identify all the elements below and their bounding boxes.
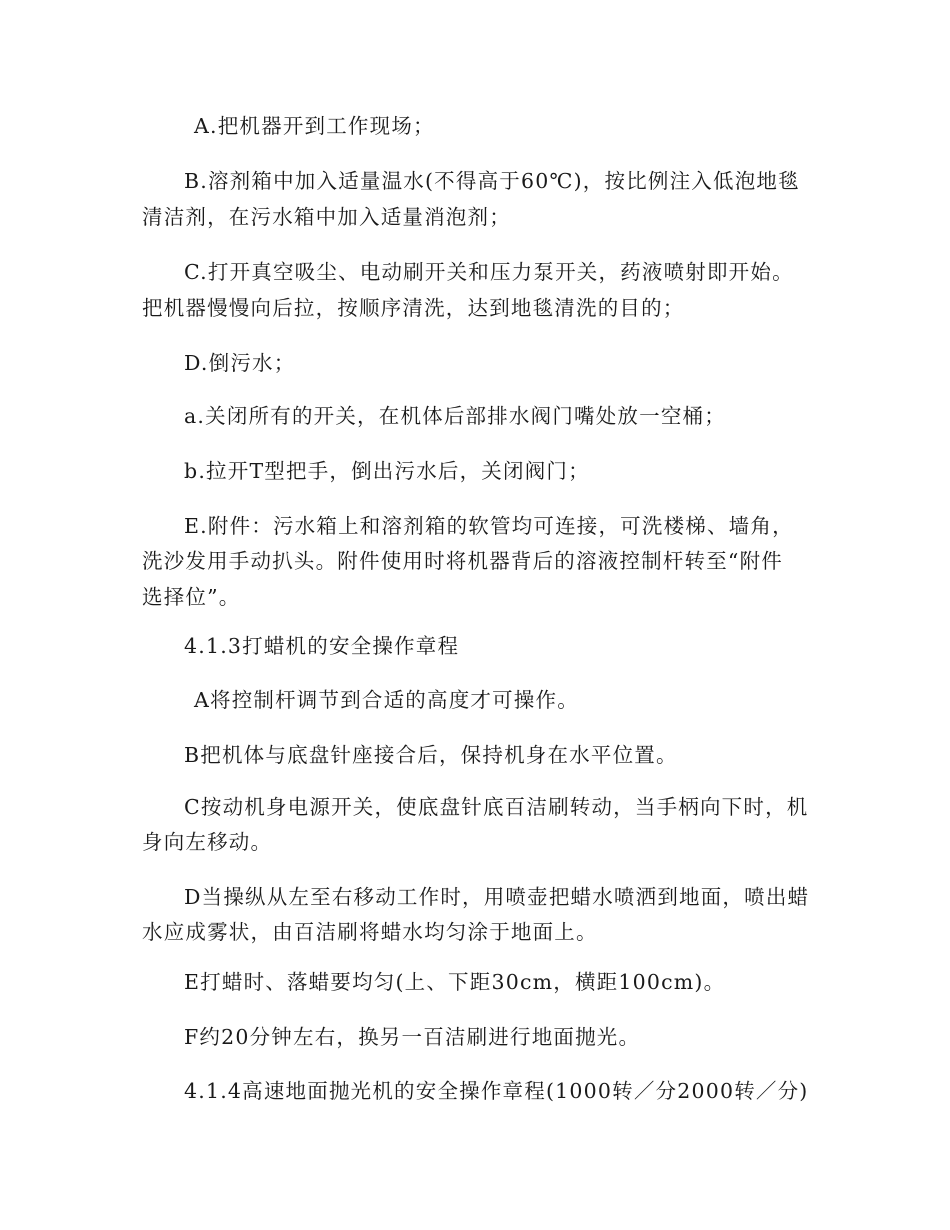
text-line: 洗沙发用手动扒头。附件使用时将机器背后的溶液控制杆转至“附件 — [142, 549, 783, 573]
text-line: B把机体与底盘针座接合后，保持机身在水平位置。 — [184, 743, 678, 767]
text-line: a.关闭所有的开关，在机体后部排水阀门嘴处放一空桶； — [184, 404, 726, 428]
text-line: b.拉开T型把手，倒出污水后，关闭阀门； — [184, 459, 590, 483]
text-line: A.把机器开到工作现场； — [194, 114, 435, 138]
text-line: 身向左移动。 — [142, 830, 273, 854]
section-heading: 4.1.4高速地面抛光机的安全操作章程(1000转／分2000转／分) — [184, 1079, 809, 1103]
section-heading: 4.1.3打蜡机的安全操作章程 — [184, 634, 460, 658]
text-line: 把机器慢慢向后拉，按顺序清洗，达到地毯清洗的目的； — [142, 296, 685, 320]
text-line: C按动机身电源开关，使底盘针底百洁刷转动，当手柄向下时，机 — [184, 795, 809, 819]
text-line: E.附件：污水箱上和溶剂箱的软管均可连接，可洗楼梯、墙角， — [184, 514, 794, 538]
text-line: B.溶剂箱中加入适量温水(不得高于60℃)，按比例注入低泡地毯 — [184, 169, 800, 193]
text-line: C.打开真空吸尘、电动刷开关和压力泵开关，药液喷射即开始。 — [184, 260, 794, 284]
text-line: D当操纵从左至右移动工作时，用喷壶把蜡水喷洒到地面，喷出蜡 — [184, 885, 810, 909]
text-line: 清洁剂，在污水箱中加入适量消泡剂； — [142, 205, 511, 229]
text-line: D.倒污水； — [184, 351, 296, 375]
text-line: E打蜡时、落蜡要均匀(上、下距30cm，横距100cm)。 — [184, 970, 726, 994]
text-line: A将控制杆调节到合适的高度才可操作。 — [194, 688, 579, 712]
text-line: F约20分钟左右，换另一百洁刷进行地面抛光。 — [184, 1025, 641, 1049]
text-line: 水应成雾状，由百洁刷将蜡水均匀涂于地面上。 — [142, 920, 598, 944]
text-line: 选择位”。 — [142, 585, 241, 609]
